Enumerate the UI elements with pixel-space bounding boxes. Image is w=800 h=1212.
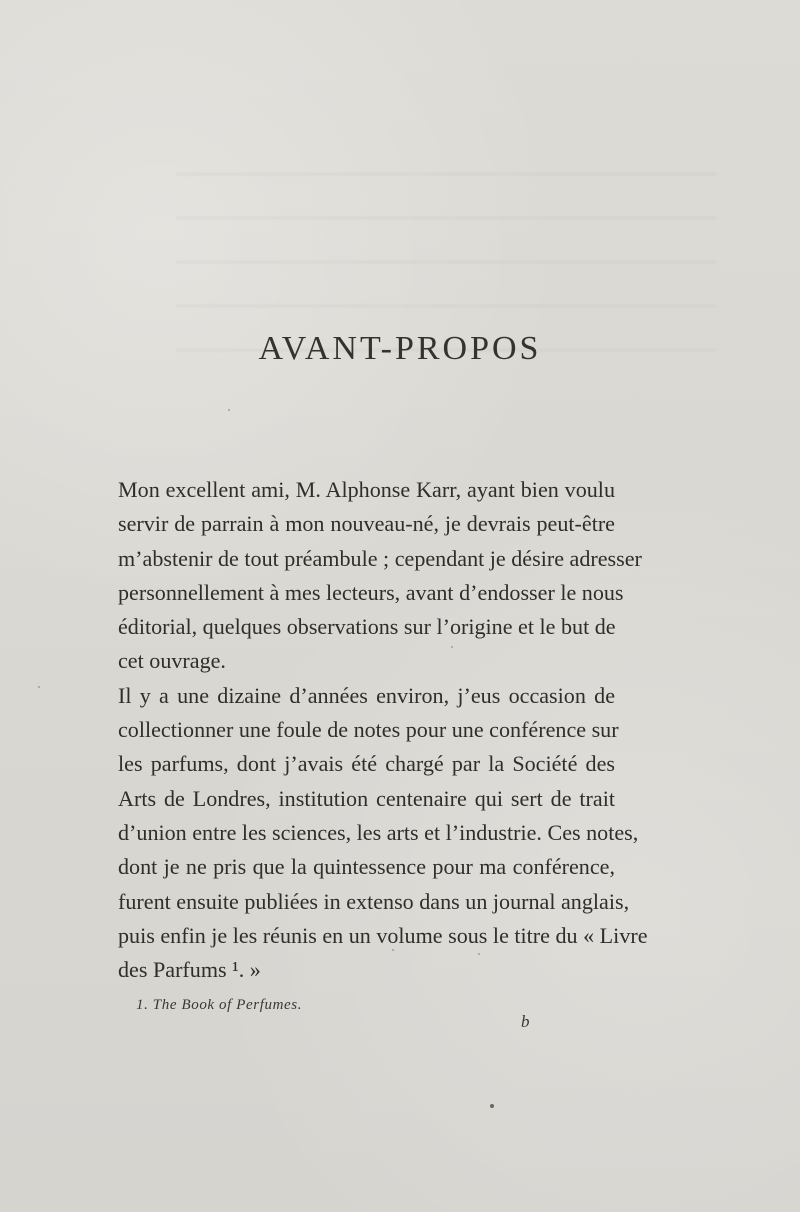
signature-mark: b [521, 1012, 530, 1031]
text-line: Il y a une dizaine d’années environ, j’eus occasion de [118, 682, 615, 708]
page-title: AVANT-PROPOS [258, 330, 542, 367]
text-line: des Parfums ¹. » [118, 957, 261, 983]
text-line: d’union entre les sciences, les arts et l’industrie. Ces notes, [118, 819, 639, 845]
paper-speck [38, 686, 40, 688]
text-line: cet ouvrage. [118, 648, 226, 674]
text-line: les parfums, dont j’avais été chargé par la Société des [118, 751, 615, 777]
text-line: collectionner une foule de notes pour une conférence sur [118, 717, 619, 743]
text-line: puis enfin je les réunis en un volume sous le titre du « Livre [118, 922, 648, 948]
paper-speck [392, 949, 394, 951]
text-line: dont je ne pris que la quintessence pour ma conférence, [118, 854, 615, 880]
paragraph-2 [118, 679, 648, 988]
body-text [118, 473, 648, 987]
text-line: Arts de Londres, institution centenaire qui sert de trait [118, 785, 615, 811]
paper-speck [228, 409, 230, 411]
text-line: servir de parrain à mon nouveau-né, je devrais peut-être [118, 511, 615, 537]
text-line: m’abstenir de tout préambule ; cependant je désire adresser [118, 545, 642, 571]
text-line: éditorial, quelques observations sur l’origine et le but de [118, 614, 616, 640]
text-line: personnellement à mes lecteurs, avant d’endosser le nous [118, 579, 624, 605]
text-line: furent ensuite publiées in extenso dans un journal anglais, [118, 888, 630, 914]
paragraph-1 [118, 473, 642, 679]
paper-speck [478, 953, 480, 955]
ink-dot [490, 1104, 494, 1108]
paper-speck [451, 646, 453, 648]
footnote: 1. The Book of Perfumes. [136, 997, 303, 1013]
text-line: Mon excellent ami, M. Alphonse Karr, ayant bien voulu [118, 477, 615, 502]
